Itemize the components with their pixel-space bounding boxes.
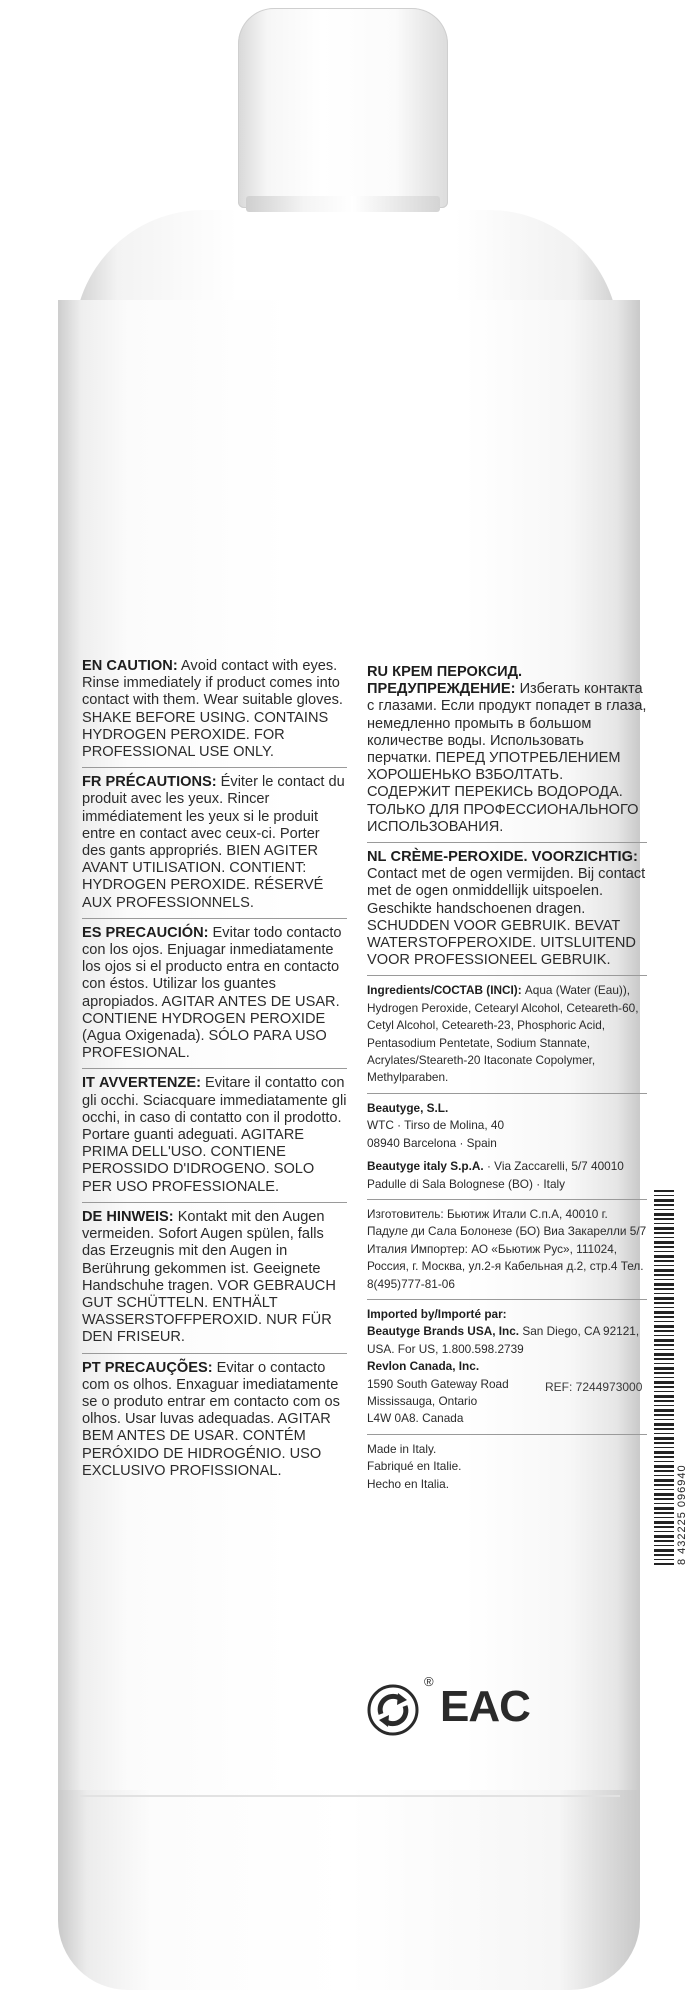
divider <box>367 975 647 976</box>
ingredients-heading: Ingredients/СОСТАВ (INCI): <box>367 983 522 998</box>
registered-mark: ® <box>424 1674 434 1689</box>
importer-canada-name: Revlon Canada, Inc. <box>367 1359 480 1374</box>
lang-tag-it: IT <box>82 1075 95 1092</box>
caution-text-it: Evitare il contatto con gli occhi. Sciacquare immediatamente gli occhi, in caso di contatto con il prodotto. Portare guanti adeguati. AGITARE PRIMA DELL'USO. CONTIENE PEROSSIDO D'IDROGENO. SOLO PER USO PROFESSIONALE. <box>82 1075 347 1195</box>
section-en <box>82 658 347 761</box>
section-ru <box>367 664 647 836</box>
label-left-column <box>82 658 347 1486</box>
divider <box>82 767 347 768</box>
bottle-cap-ring <box>246 196 440 212</box>
caution-heading-de: HINWEIS: <box>106 1208 174 1225</box>
section-nl <box>367 849 647 969</box>
importer-heading: Imported by/Importé par: <box>367 1306 507 1321</box>
bottle-cap <box>238 8 448 208</box>
lang-tag-ru: RU <box>367 664 389 680</box>
divider <box>367 1199 647 1200</box>
origin-section <box>367 1441 647 1493</box>
section-de <box>82 1209 347 1347</box>
caution-text-de: Kontakt mit den Augen vermeiden. Sofort Augen spülen, falls das Erzeugnis mit den Augen in Berührung gekommen ist. Geeignete Handschuhe tragen. VOR GEBRAUCH GUT SCHÜTTELN. ENTHÄLT WASSERSTOFFPEROXID. NUR FÜR DEN FRISEUR. <box>82 1208 336 1346</box>
caution-heading-fr: PRÉCAUTIONS: <box>105 774 217 791</box>
caution-text-en: Avoid contact with eyes. Rinse immediately if product comes into contact with them. Wear suitable gloves. SHAKE BEFORE USING. CONTAINS HYDROGEN PEROXIDE. FOR PROFESSIONAL USE ONLY. <box>82 658 343 761</box>
address-line: Mississauga, Ontario <box>367 1393 478 1408</box>
divider <box>367 1434 647 1435</box>
caution-text-ru: Избегать контакта с глазами. Если продукт попадет в глаза, немедленно промыть в большом количестве воды. Использовать перчатки. ПЕРЕД УПОТРЕБЛЕНИЕМ ХОРОШЕНЬКО ВЗБОЛТАТЬ. СОДЕРЖИТ ПЕРЕКИСЬ ВОДОРОДА. ТОЛЬКО ДЛЯ ПРОФЕССИОНАЛЬНОГО ИСПОЛЬЗОВАНИЯ. <box>367 681 647 835</box>
divider <box>367 842 647 843</box>
barcode <box>654 1190 674 1565</box>
caution-heading-it: AVVERTENZE: <box>99 1075 201 1092</box>
barcode-digits: 8 432225 096940 <box>676 1464 688 1565</box>
address-line: WTC · Tirso de Molina, 40 <box>367 1118 505 1133</box>
address-line: 08940 Barcelona · Spain <box>367 1135 497 1150</box>
company-name-italy: Beautyge italy S.p.A. <box>367 1159 484 1174</box>
caution-text-fr: Éviter le contact du produit avec les yeux. Rincer immédiatement les yeux si le produit entre en contact avec ceux-ci. Porter des gants appropriés. BIEN AGITER AVANT UTILISATION. CONTIENT: HYDROGEN PEROXIDE. RÉSERVÉ AUX PROFESSIONNELS. <box>82 774 345 911</box>
divider <box>367 1093 647 1094</box>
company-spain <box>367 1100 647 1152</box>
label-right-column <box>367 664 647 1499</box>
section-pt <box>82 1360 347 1480</box>
ingredients-text: Aqua (Water (Eau)), Hydrogen Peroxide, Cetearyl Alcohol, Ceteareth-60, Cetyl Alcohol, Ceteareth-23, Phosphoric Acid, Pentasodium Pentetate, Sodium Stannate, Acrylates/Steareth-20 Itaconate Copolymer, Methylparaben. <box>367 983 639 1085</box>
caution-heading-en: CAUTION: <box>106 658 178 674</box>
caution-text-pt: Evitar o contacto com os olhos. Enxaguar imediatamente se o produto entrar em contacto com os olhos. Usar luvas adequadas. AGITAR BEM ANTES DE USAR. CONTÉM PERÓXIDO DE HIDROGÉNIO. USO EXCLUSIVO PROFISSIONAL. <box>82 1359 340 1479</box>
eac-mark: EAC <box>440 1682 530 1731</box>
importer-usa-address: San Diego, CA 92121, USA. For US, 1.800.598.2739 <box>367 1324 640 1356</box>
company-italy <box>367 1158 647 1193</box>
company-name-spain: Beautyge, S.L. <box>367 1100 449 1115</box>
lang-tag-pt: PT <box>82 1359 101 1376</box>
ref-number: REF: 7244973000 <box>545 1380 643 1394</box>
divider <box>82 1068 347 1069</box>
caution-heading-es: PRECAUCIÓN: <box>105 924 209 941</box>
address-line: 1590 South Gateway Road <box>367 1376 509 1391</box>
lang-tag-de: DE <box>82 1208 103 1225</box>
importer-usa-name: Beautyge Brands USA, Inc. <box>367 1324 520 1339</box>
divider <box>82 1353 347 1354</box>
caution-text-es: Evitar todo contacto con los ojos. Enjuagar inmediatamente los ojos si el producto entra en contacto con éstos. Utilizar los guantes apropiados. AGITAR ANTES DE USAR. CONTIENE HYDROGEN PEROXIDE (Agua Oxigenada). SÓLO PARA USO PROFESIONAL. <box>82 924 342 1062</box>
address-line: L4W 0A8. Canada <box>367 1411 464 1426</box>
ingredients-section <box>367 982 647 1086</box>
lang-tag-nl: NL <box>367 849 387 866</box>
bottle-base-seam <box>80 1795 620 1797</box>
address-italy: · Via Zaccarelli, 5/7 40010 Padulle di Sala Bolognese (BO) · Italy <box>367 1159 624 1191</box>
recycle-icon <box>367 1684 419 1736</box>
origin-es: Hecho en Italia. <box>367 1476 449 1491</box>
caution-heading-nl: CRÈME-PEROXIDE. VOORZICHTIG: <box>390 849 638 866</box>
origin-fr: Fabriqué en Italie. <box>367 1459 462 1474</box>
divider <box>367 1299 647 1300</box>
divider <box>82 918 347 919</box>
section-it <box>82 1075 347 1195</box>
section-es <box>82 925 347 1063</box>
section-fr <box>82 774 347 912</box>
origin-en: Made in Italy. <box>367 1441 437 1456</box>
lang-tag-en: EN <box>82 658 103 674</box>
manufacturer-ru <box>367 1206 647 1293</box>
caution-text-nl: Contact met de ogen vermijden. Bij contact met de ogen onmiddellijk uitspoelen. Geschikte handschoenen dragen. SCHUDDEN VOOR GEBRUIK. BEVAT WATERSTOFPEROXIDE. UITSLUITEND VOOR PROFESSIONEEL GEBRUIK. <box>367 866 646 969</box>
divider <box>82 1202 347 1203</box>
caution-heading-pt: PRECAUÇÕES: <box>104 1359 213 1376</box>
lang-tag-es: ES <box>82 924 102 941</box>
importer-section <box>367 1306 647 1428</box>
lang-tag-fr: FR <box>82 774 102 791</box>
caution-heading-ru: КРЕМ ПЕРОКСИД. ПРЕДУПРЕЖДЕНИЕ: <box>367 664 523 698</box>
bottle-base <box>58 1790 640 1990</box>
manufacturer-ru-text: Изготовитель: Бьютиж Итали С.п.А, 40010 г. Падуле ди Сала Болонезе (БО) Виа Закарелли 5/7 Италия Импортер: АО «Бьютиж Рус», 111024, Россия, г. Москва, ул.2-я Кабельная д.2, стр.4 Тел. 8(495)777-81-06 <box>367 1206 647 1291</box>
